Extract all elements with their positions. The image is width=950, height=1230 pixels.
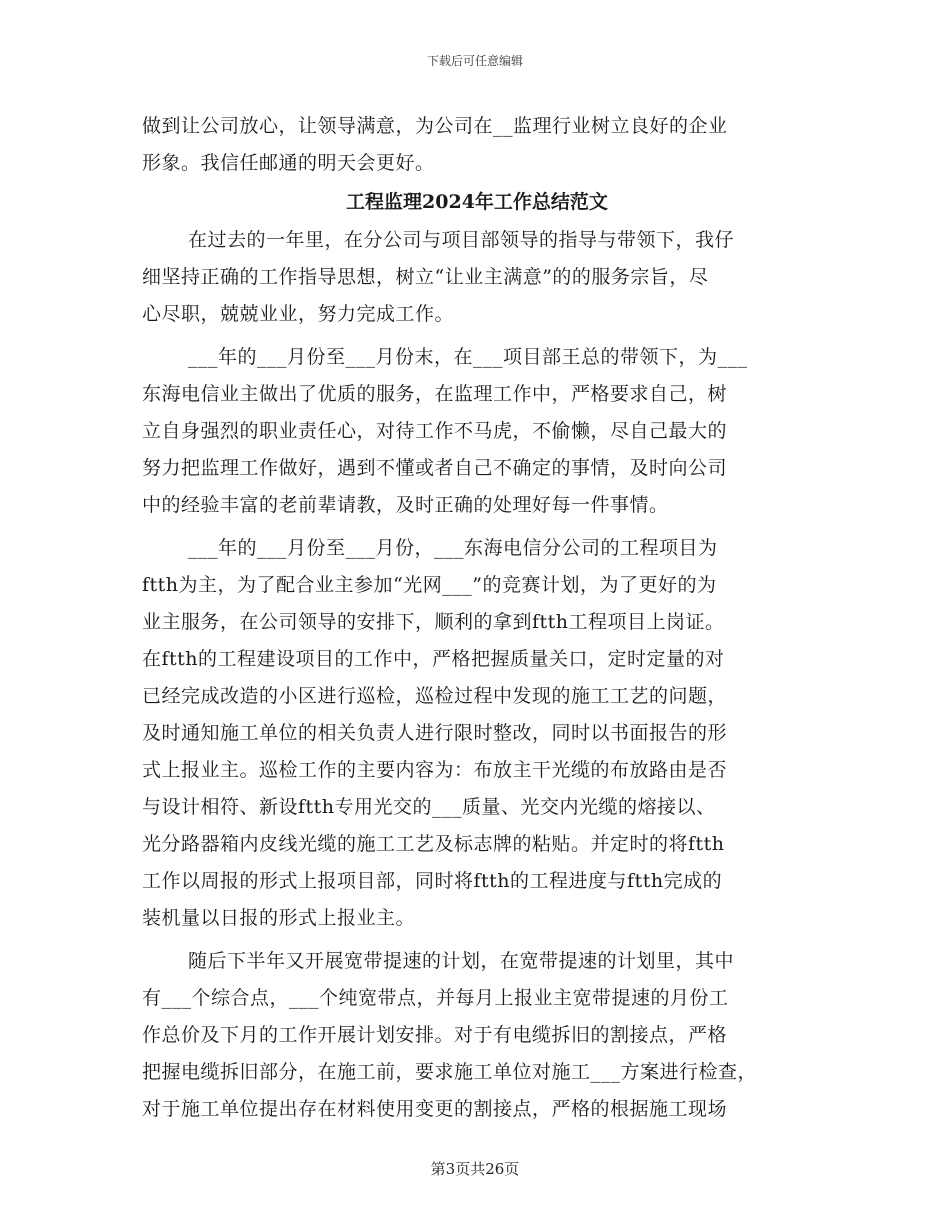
paragraph-line: 业主服务，在公司领导的安排下，顺利的拿到ftth工程项目上岗证。 bbox=[142, 611, 725, 633]
paragraph-line: ftth为主，为了配合业主参加“光网___”的竞赛计划，为了更好的为 bbox=[142, 574, 717, 596]
paragraph-line: 已经完成改造的小区进行巡检，巡检过程中发现的施工工艺的问题， bbox=[142, 685, 728, 707]
paragraph-line: 中的经验丰富的老前辈请教，及时正确的处理好每一件事情。 bbox=[142, 494, 669, 516]
paragraph-2 bbox=[142, 339, 812, 524]
page-header: 下载后可任意编辑 bbox=[426, 54, 523, 68]
paragraph-4 bbox=[142, 943, 812, 1128]
paragraph-line: 有___个综合点，___个纯宽带点，并每月上报业主宽带提速的月份工 bbox=[142, 987, 729, 1009]
paragraph-line: 细坚持正确的工作指导思想，树立“让业主满意”的的服务宗旨，尽 bbox=[142, 266, 709, 288]
paragraph-line: 装机量以日报的形式上报业主。 bbox=[142, 907, 416, 929]
paragraph-line: 心尽职，兢兢业业，努力完成工作。 bbox=[142, 303, 455, 325]
paragraph-line: 在过去的一年里，在分公司与项目部领导的指导与带领下，我仔 bbox=[188, 229, 735, 251]
paragraph-line: 随后下半年又开展宽带提速的计划，在宽带提速的计划里，其中 bbox=[188, 950, 735, 972]
paragraph-1 bbox=[142, 222, 812, 333]
page-footer: 第3页共26页 bbox=[430, 1160, 520, 1178]
paragraph-line: 工作以周报的形式上报项目部，同时将ftth的工程进度与ftth完成的 bbox=[142, 870, 723, 892]
paragraph-line: 把握电缆拆旧部分，在施工前，要求施工单位对施工___方案进行检查， bbox=[142, 1061, 758, 1083]
paragraph-line: 及时通知施工单位的相关负责人进行限时整改，同时以书面报告的形 bbox=[142, 722, 728, 744]
paragraph-line: ___年的___月份至___月份，___东海电信分公司的工程项目为 bbox=[188, 537, 718, 559]
paragraph-line: 作总价及下月的工作开展计划安排。对于有电缆拆旧的割接点，严格 bbox=[142, 1024, 728, 1046]
paragraph-line: ___年的___月份至___月份末，在___项目部王总的带领下，为___ bbox=[188, 346, 748, 368]
paragraph-line: 光分路器箱内皮线光缆的施工工艺及标志牌的粘贴。并定时的将ftth bbox=[142, 833, 725, 855]
document-body bbox=[142, 108, 812, 1128]
paragraph-line: 式上报业主。巡检工作的主要内容为：布放主干光缆的布放路由是否 bbox=[142, 759, 728, 781]
paragraph-3 bbox=[142, 530, 812, 937]
intro-line: 形象。我信任邮通的明天会更好。 bbox=[142, 152, 435, 174]
paragraph-line: 在ftth的工程建设项目的工作中，严格把握质量关口，定时定量的对 bbox=[142, 648, 725, 670]
paragraph-line: 立自身强烈的职业责任心，对待工作不马虎，不偷懒，尽自己最大的 bbox=[142, 420, 728, 442]
document-title: 工程监理2024年工作总结范文 bbox=[346, 191, 608, 213]
intro-line: 做到让公司放心，让领导满意，为公司在__监理行业树立良好的企业 bbox=[142, 115, 728, 137]
paragraph-line: 东海电信业主做出了优质的服务，在监理工作中，严格要求自己，树 bbox=[142, 383, 728, 405]
paragraph-line: 努力把监理工作做好，遇到不懂或者自己不确定的事情，及时向公司 bbox=[142, 457, 728, 479]
paragraph-line: 与设计相符、新设ftth专用光交的___质量、光交内光缆的熔接以、 bbox=[142, 796, 716, 818]
paragraph-line: 对于施工单位提出存在材料使用变更的割接点，严格的根据施工现场 bbox=[142, 1098, 728, 1120]
